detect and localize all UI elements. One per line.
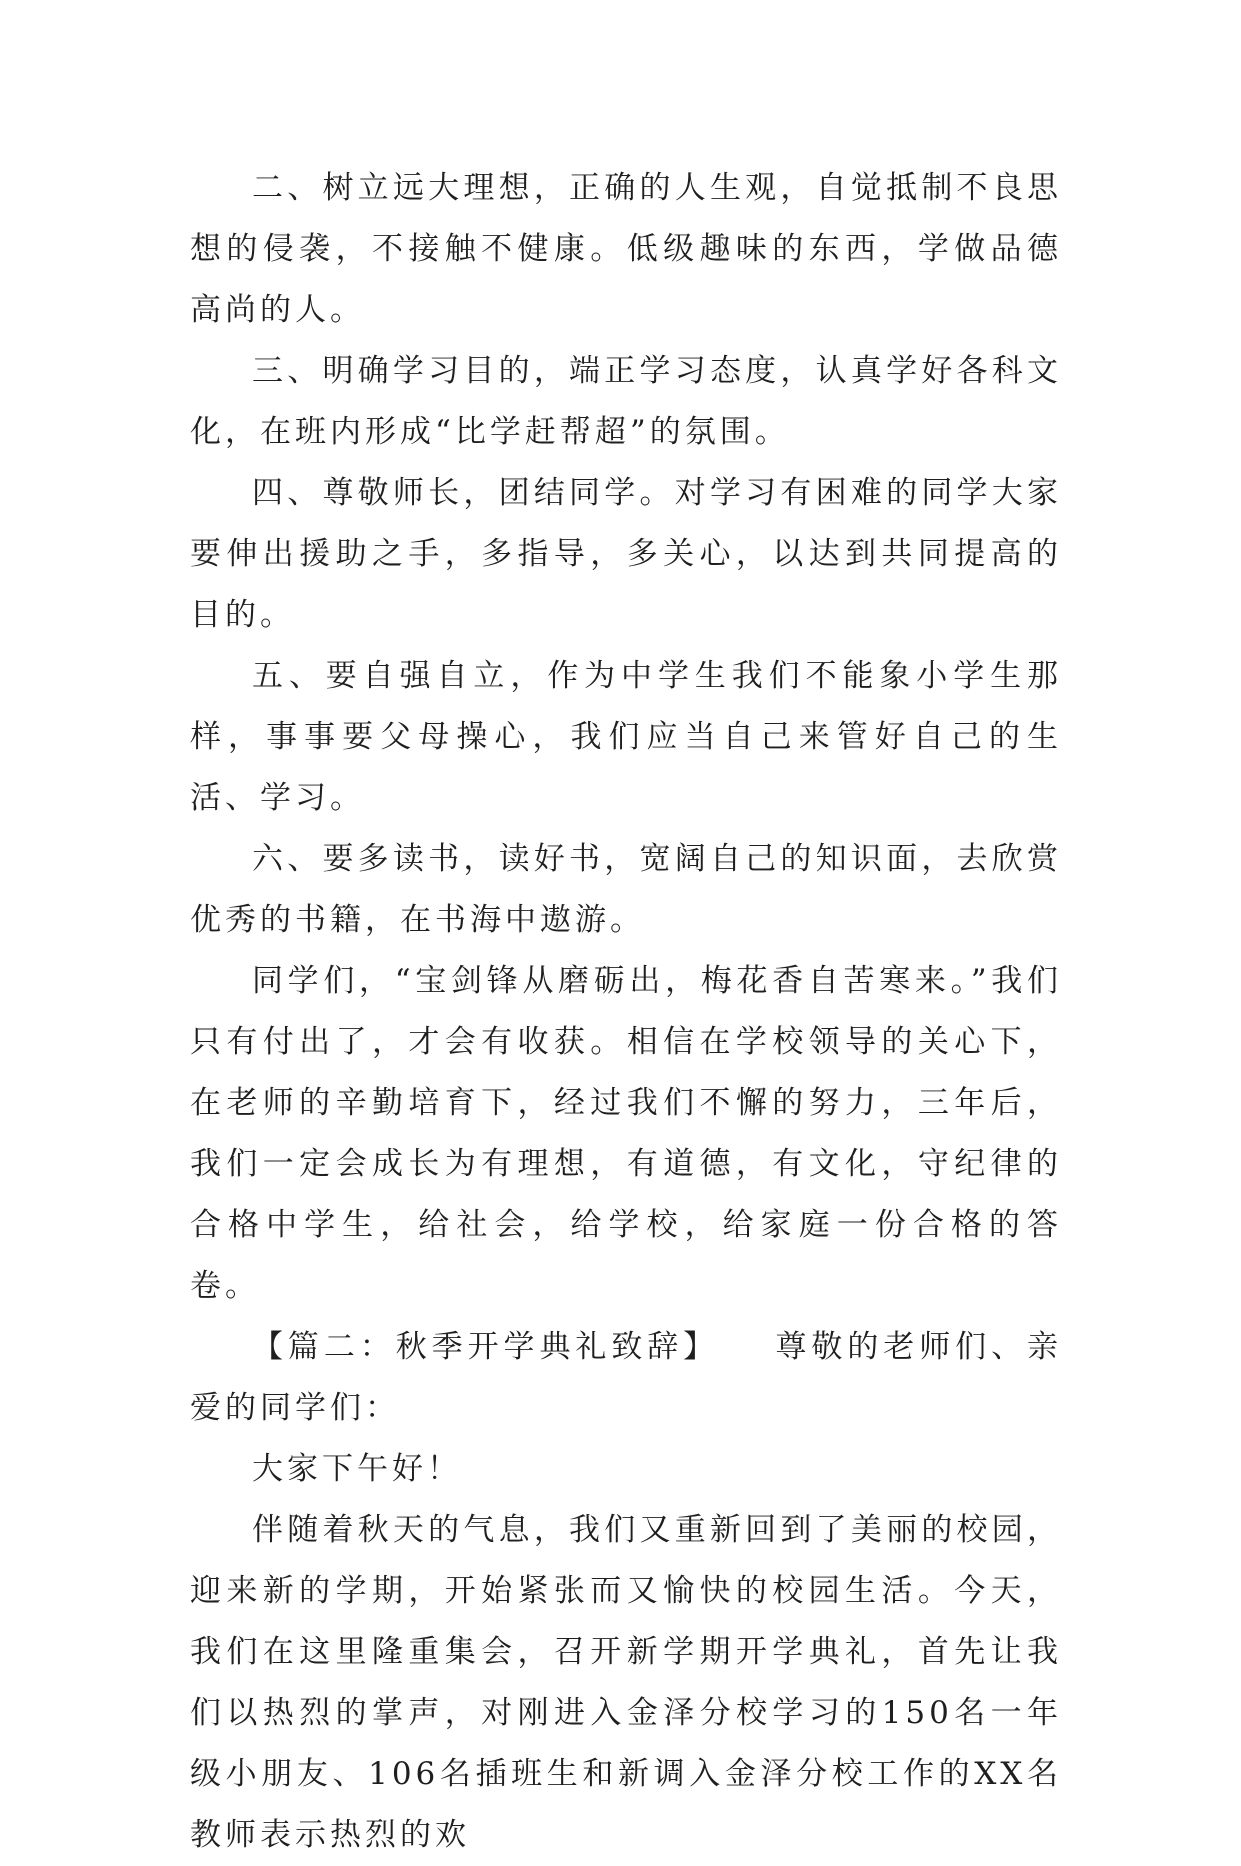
paragraph-ideals: 二、树立远大理想，正确的人生观，自觉抵制不良思想的侵袭，不接触不健康。低级趣味的东西，学做品德高尚的人。: [190, 170, 1062, 328]
paragraph-welcome: 伴随着秋天的气息，我们又重新回到了美丽的校园，迎来新的学期，开始紧张而又愉快的校园生活。今天，我们在这里隆重集会，召开新学期开学典礼，首先让我们以热烈的掌声，对刚进入金泽分校学习的150名一年级小朋友、106名插班生和新调入金泽分校工作的XX名教师表示热烈的欢: [190, 1512, 1062, 1853]
paragraph-section-two-heading: 【篇二：秋季开学典礼致辞】 尊敬的老师们、亲爱的同学们：: [190, 1329, 1062, 1426]
paragraph-closing: 同学们，“宝剑锋从磨砺出，梅花香自苦寒来。”我们只有付出了，才会有收获。相信在学校领导的关心下，在老师的辛勤培育下，经过我们不懈的努力，三年后，我们一定会成长为有理想，有道德，有文化，守纪律的合格中学生，给社会，给学校，给家庭一份合格的答卷。: [190, 963, 1062, 1304]
paragraph-reading: 六、要多读书，读好书，宽阔自己的知识面，去欣赏优秀的书籍，在书海中遨游。: [190, 841, 1062, 938]
paragraph-self-reliance: 五、要自强自立，作为中学生我们不能象小学生那样，事事要父母操心，我们应当自己来管好自己的生活、学习。: [190, 658, 1062, 816]
paragraph-greeting: 大家下午好！: [252, 1451, 462, 1487]
paragraph-respect-teachers: 四、尊敬师长，团结同学。对学习有困难的同学大家要伸出援助之手，多指导，多关心，以达到共同提高的目的。: [190, 475, 1062, 633]
document-body: [190, 158, 1062, 1866]
paragraph-study-purpose: 三、明确学习目的，端正学习态度，认真学好各科文化，在班内形成“比学赶帮超”的氛围。: [190, 353, 1062, 450]
